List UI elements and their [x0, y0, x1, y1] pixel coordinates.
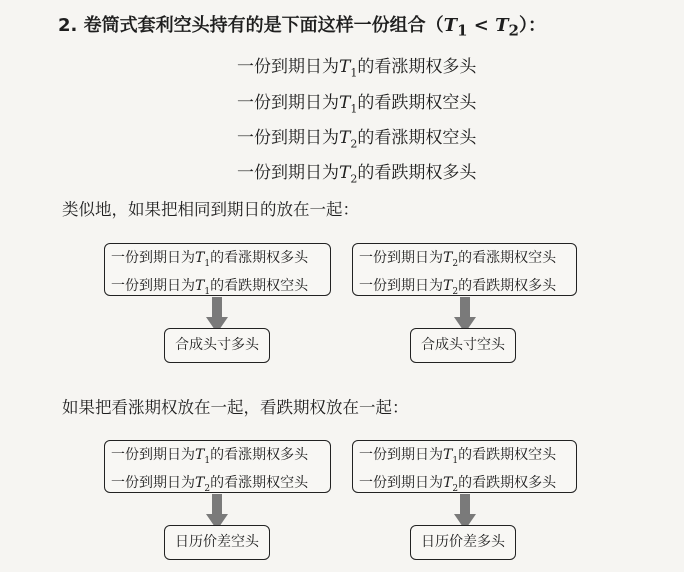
diagram2-right-line-2: 一份到期日为$T_2$的看跌期权多头: [359, 474, 557, 494]
diagram1-right-line-1: 一份到期日为$T_2$的看涨期权空头: [359, 250, 557, 269]
diagram1-right-line-2: 一份到期日为$T_2$的看跌期权多头: [359, 277, 557, 297]
heading-text: 卷筒式套利空头持有的是下面这样一份组合: [83, 15, 426, 36]
heading-number: 2.: [58, 15, 78, 36]
heading-condition: $(T_1 < T_2)$：: [425, 15, 546, 40]
leg-line-4: 一份到期日为$T_2$的看跌期权多头: [237, 163, 477, 186]
diagram1-left-result: 合成头寸多头: [164, 328, 270, 363]
diagram1-right-box: [352, 243, 577, 296]
diagram1-left-line-2: 一份到期日为$T_1$的看跌期权空头: [111, 277, 309, 297]
section-heading: [58, 11, 546, 40]
diagram2-left-line-2: 一份到期日为$T_2$的看涨期权空头: [111, 474, 309, 494]
diagram2-left-box: [104, 440, 331, 493]
leg-line-1: 一份到期日为$T_1$的看涨期权多头: [237, 57, 477, 80]
diagram1-right-result: 合成头寸空头: [410, 328, 516, 363]
diagram2-right-line-1: 一份到期日为$T_1$的看跌期权空头: [359, 447, 557, 466]
diagram1-left-box: [104, 243, 331, 296]
diagram1-left-line-1: 一份到期日为$T_1$的看涨期权多头: [111, 250, 309, 269]
paragraph-calls-puts: 如果把看涨期权放在一起，看跌期权放在一起：: [62, 398, 409, 417]
diagram2-left-line-1: 一份到期日为$T_1$的看涨期权多头: [111, 447, 309, 466]
leg-line-2: 一份到期日为$T_1$的看跌期权空头: [237, 93, 477, 116]
paragraph-same-expiry: 类似地，如果把相同到期日的放在一起：: [62, 200, 359, 219]
diagram2-right-result: 日历价差多头: [410, 525, 516, 560]
diagram2-right-box: [352, 440, 577, 493]
leg-line-3: 一份到期日为$T_2$的看涨期权空头: [237, 128, 477, 151]
diagram2-left-result: 日历价差空头: [164, 525, 270, 560]
